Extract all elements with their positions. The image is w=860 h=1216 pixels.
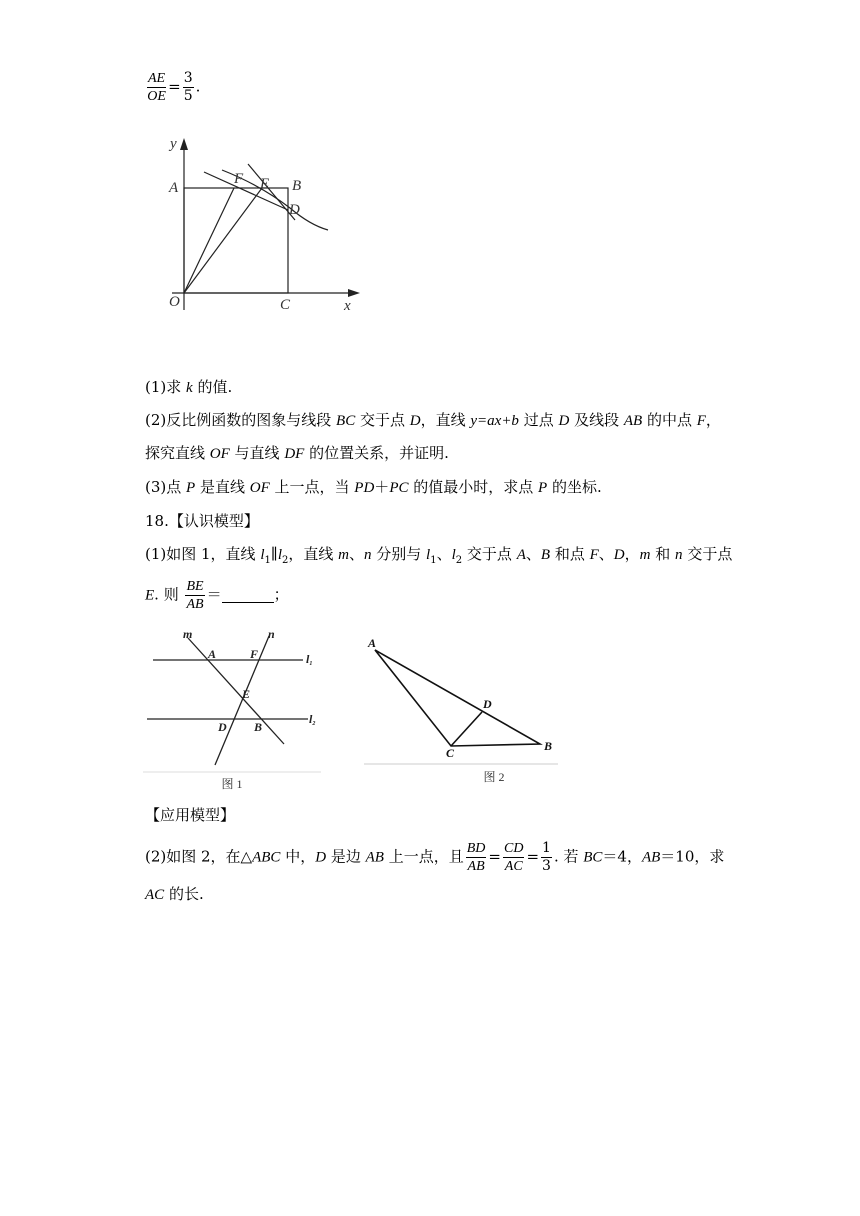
x-arrow-icon bbox=[348, 289, 360, 297]
q17-part3: (3)点 P 是直线 OF 上一点，当 PD＋PC 的值最小时，求点 P 的坐标. bbox=[145, 478, 602, 496]
label-a: A bbox=[169, 180, 179, 196]
fig1-label-n: n bbox=[268, 628, 275, 641]
fig1-label-a: A bbox=[208, 647, 217, 661]
q18-part2-cont: AC 的长. bbox=[145, 885, 204, 903]
label-o: O bbox=[169, 294, 180, 310]
fig1-label-e: E bbox=[242, 687, 251, 701]
fig1-label-m: m bbox=[183, 628, 193, 641]
figure-2 bbox=[362, 634, 562, 786]
line-m bbox=[188, 638, 284, 744]
fig1-label-f: F bbox=[250, 647, 259, 661]
y-arrow-icon bbox=[180, 138, 188, 150]
fig2-label-c: C bbox=[446, 746, 455, 760]
line-df bbox=[204, 172, 288, 210]
figure-2-caption: 图 2 bbox=[483, 770, 505, 784]
q18-part2: (2)如图 2，在△ABC 中，D 是边 AB 上一点，且 $\frac{BD}{AB}$ = $\frac{CD}{AC}$ = $\frac{1}{3}$ . 若 BC＝4，AB＝10，求 bbox=[145, 840, 725, 874]
triangle-abc bbox=[375, 650, 540, 746]
fig1-label-d: D bbox=[218, 720, 227, 734]
fraction-be-ab: $\frac{BE}{AB}$ bbox=[186, 579, 204, 612]
rectangle-oabc bbox=[184, 188, 288, 293]
fig1-label-l2: l2 bbox=[309, 712, 316, 727]
fraction-bd-ab: $\frac{BD}{AB}$ bbox=[466, 841, 486, 874]
q18-heading: 18.【认识模型】 bbox=[145, 512, 259, 530]
label-x: x bbox=[344, 298, 351, 314]
label-e: E bbox=[260, 176, 270, 192]
label-y: y bbox=[170, 136, 177, 152]
fig2-label-d: D bbox=[483, 697, 492, 711]
fraction-cd-ac: $\frac{CD}{AC}$ bbox=[503, 841, 524, 874]
apply-model-heading: 【应用模型】 bbox=[145, 806, 236, 824]
q17-part2: (2)反比例函数的图象与线段 BC 交于点 D，直线 y=ax+b 过点 D 及线段 AB 的中点 F， bbox=[145, 411, 721, 429]
fig1-label-b: B bbox=[254, 720, 263, 734]
label-c: C bbox=[280, 297, 291, 313]
coordinate-figure bbox=[150, 130, 370, 315]
q18-part1: (1)如图 1，直线 $l_1\parallel l_2$，直线 m、n 分别与 $l_1$、$l_2$ 交于点 A、B 和点 F、D，m 和 n 交于点 bbox=[145, 545, 733, 566]
segment-oe bbox=[184, 188, 262, 293]
top-ratio: $\frac{AE}{OE}$ = $\frac{3}{5}$ . bbox=[147, 70, 201, 104]
fig2-label-a: A bbox=[368, 636, 377, 650]
figure-1-caption: 图 1 bbox=[221, 777, 243, 791]
fraction-3-5: $\frac{3}{5}$ bbox=[183, 70, 193, 104]
fraction-ae-oe: $\frac{AE}{OE}$ bbox=[147, 71, 166, 104]
label-d: D bbox=[289, 202, 300, 218]
segment-of bbox=[184, 188, 234, 293]
fraction-1-3: $\frac{1}{3}$ bbox=[542, 840, 551, 874]
label-f: F bbox=[234, 171, 244, 187]
q18-part1-cont: E. 则 $\frac{BE}{AB}$ ＝ ； bbox=[145, 579, 289, 612]
figure-1 bbox=[143, 628, 325, 796]
fig1-label-l1: l1 bbox=[306, 652, 313, 667]
answer-blank[interactable] bbox=[222, 588, 274, 603]
segment-cd bbox=[451, 712, 482, 746]
q17-part1: (1)求 k 的值. bbox=[145, 378, 233, 396]
q17-part2-cont: 探究直线 OF 与直线 DF 的位置关系，并证明. bbox=[145, 444, 449, 462]
label-b: B bbox=[292, 178, 302, 194]
fig2-label-b: B bbox=[544, 739, 553, 753]
